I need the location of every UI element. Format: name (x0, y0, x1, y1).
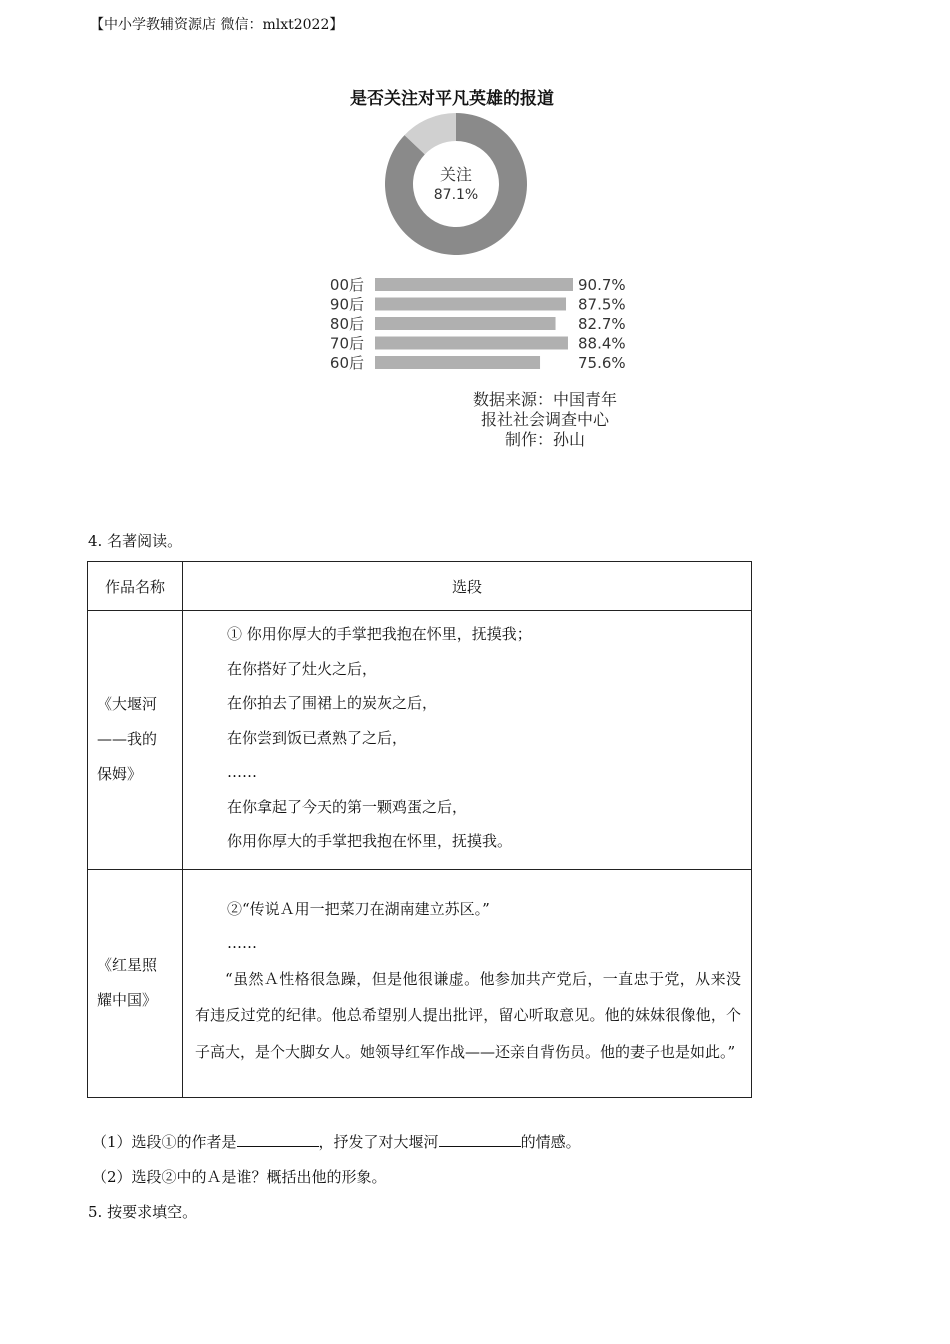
answer-blank-author[interactable] (237, 1132, 319, 1147)
source-line-2: 报社社会调查中心 (480, 410, 609, 429)
passage-cell (183, 611, 752, 870)
donut-center-value: 87.1% (433, 187, 479, 203)
bar-value-label: 88.4% (578, 334, 626, 353)
work-name-cell (88, 869, 183, 1097)
bar-value-label: 82.7% (578, 315, 626, 333)
bar-value-label: 87.5% (578, 295, 626, 314)
passage-line: 在你拍去了围裙上的炭灰之后， (227, 694, 438, 712)
work-name-line: ——我的 (97, 730, 158, 749)
table-row (88, 869, 752, 1097)
passage-line: ②“传说Ａ用一把菜刀在湖南建立苏区。” (227, 899, 490, 918)
passage-line: 在你搭好了灶火之后， (227, 659, 378, 678)
sub1-text-a: （1）选段①的作者是 (92, 1133, 237, 1151)
header-passage: 选段 (183, 562, 752, 611)
bar-category-label: 80后 (329, 315, 364, 333)
sub-question-1 (92, 1131, 581, 1152)
answer-blank-emotion[interactable] (439, 1132, 521, 1147)
passage-line: 在你拿起了今天的第一颗鸡蛋之后， (227, 797, 468, 816)
works-table (87, 561, 752, 1098)
bar (375, 356, 540, 369)
bar (375, 298, 566, 311)
chart-title: 是否关注对平凡英雄的报道 (350, 89, 554, 109)
donut-center-label: 关注 (439, 165, 473, 184)
passage-line: 你用你厚大的手掌把我抱在怀里，抚摸我。 (227, 832, 513, 850)
bar (375, 278, 573, 291)
passage-line: …… (227, 763, 257, 781)
work-name-line: 《红星照 (97, 956, 158, 974)
bar-category-label: 70后 (329, 334, 364, 353)
header-work-name: 作品名称 (88, 562, 183, 611)
work-name-line: 耀中国》 (97, 991, 158, 1009)
bar-category-label: 00后 (329, 276, 364, 294)
donut-chart (384, 112, 528, 256)
bar-chart (320, 272, 640, 376)
bar-category-label: 60后 (329, 354, 364, 372)
passage-line: 在你尝到饭已煮熟了之后， (227, 728, 408, 747)
sub1-text-b: ，抒发了对大堰河 (318, 1133, 439, 1151)
bar-category-label: 90后 (329, 295, 364, 314)
work-name-line: 保姆》 (97, 765, 143, 784)
work-name-cell (88, 611, 183, 870)
passage-line: ① 你用你厚大的手掌把我抱在怀里，抚摸我； (227, 625, 532, 643)
sub1-text-c: 的情感。 (520, 1133, 581, 1151)
passage-cell (183, 869, 752, 1097)
passage-line: …… (227, 934, 257, 953)
chart-source (450, 390, 640, 450)
sub-question-2: （2）选段②中的Ａ是谁？概括出他的形象。 (92, 1168, 387, 1186)
source-line-1: 数据来源：中国青年 (472, 390, 617, 409)
bar-value-label: 90.7% (578, 276, 626, 294)
source-line-3: 制作：孙山 (504, 430, 585, 449)
question-4-title: 4. 名著阅读。 (88, 532, 183, 550)
question-5-title: 5. 按要求填空。 (88, 1203, 198, 1221)
table-header-row (88, 562, 752, 611)
bar (375, 317, 556, 330)
bar-value-label: 75.6% (578, 354, 626, 372)
page-header: 【中小学教辅资源店 微信：mlxt2022】 (90, 17, 344, 33)
table-row (88, 611, 752, 870)
work-name-line: 《大堰河 (97, 695, 158, 714)
bar (375, 337, 568, 350)
passage-paragraph: “虽然Ａ性格很急躁，但是他很谦虚。他参加共产党后，一直忠于党，从来没有违反过党的纪律。他总希望别人提出批评，留心听取意见。他的妹妹很像他，个子高大，是个大脚女人。她领导红军作战——还亲自背伤员。他的妻子也是如此。” (195, 969, 741, 1061)
